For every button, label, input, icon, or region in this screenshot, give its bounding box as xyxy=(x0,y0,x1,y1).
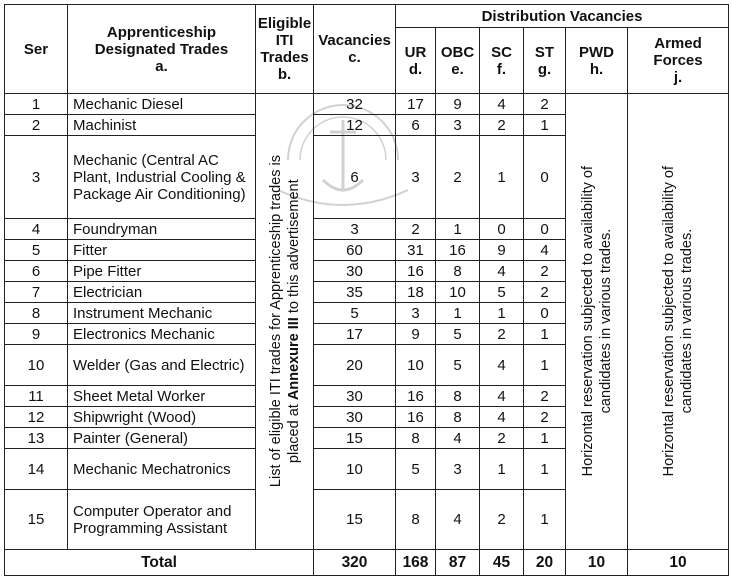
ur-cell: 10 xyxy=(396,345,436,386)
vacancies-cell: 12 xyxy=(314,115,396,136)
ur-cell: 16 xyxy=(396,407,436,428)
ur-cell: 5 xyxy=(396,449,436,490)
sc-cell: 0 xyxy=(480,219,524,240)
ur-cell: 16 xyxy=(396,261,436,282)
header-eligible: Eligible ITI Trades b. xyxy=(256,5,314,94)
trade-cell: Computer Operator and Programming Assistant xyxy=(68,490,256,550)
ser-cell: 12 xyxy=(5,407,68,428)
sc-cell: 4 xyxy=(480,94,524,115)
total-label: Total xyxy=(5,550,314,576)
ur-cell: 3 xyxy=(396,303,436,324)
ur-cell: 3 xyxy=(396,136,436,219)
st-cell: 2 xyxy=(524,94,566,115)
ser-cell: 10 xyxy=(5,345,68,386)
total-ur: 168 xyxy=(396,550,436,576)
ser-cell: 13 xyxy=(5,428,68,449)
obc-cell: 9 xyxy=(436,94,480,115)
sc-cell: 4 xyxy=(480,261,524,282)
obc-cell: 4 xyxy=(436,428,480,449)
vacancies-cell: 30 xyxy=(314,386,396,407)
vacancies-cell: 60 xyxy=(314,240,396,261)
sc-cell: 2 xyxy=(480,115,524,136)
pwd-note: Horizontal reservation subjected to availability of candidates in various trades. xyxy=(566,94,628,550)
obc-cell: 8 xyxy=(436,407,480,428)
vacancies-cell: 6 xyxy=(314,136,396,219)
st-cell: 1 xyxy=(524,324,566,345)
sc-cell: 2 xyxy=(480,324,524,345)
trade-cell: Instrument Mechanic xyxy=(68,303,256,324)
total-pwd: 10 xyxy=(566,550,628,576)
st-cell: 1 xyxy=(524,115,566,136)
obc-cell: 3 xyxy=(436,115,480,136)
ser-cell: 15 xyxy=(5,490,68,550)
sc-cell: 2 xyxy=(480,428,524,449)
obc-cell: 16 xyxy=(436,240,480,261)
ser-cell: 14 xyxy=(5,449,68,490)
sc-cell: 4 xyxy=(480,345,524,386)
obc-cell: 1 xyxy=(436,303,480,324)
sc-cell: 4 xyxy=(480,386,524,407)
ser-cell: 7 xyxy=(5,282,68,303)
obc-cell: 2 xyxy=(436,136,480,219)
trade-cell: Sheet Metal Worker xyxy=(68,386,256,407)
ur-cell: 6 xyxy=(396,115,436,136)
header-pwd: PWD h. xyxy=(566,28,628,94)
obc-cell: 5 xyxy=(436,324,480,345)
obc-cell: 8 xyxy=(436,386,480,407)
st-cell: 1 xyxy=(524,345,566,386)
ur-cell: 9 xyxy=(396,324,436,345)
ur-cell: 18 xyxy=(396,282,436,303)
sc-cell: 1 xyxy=(480,449,524,490)
st-cell: 2 xyxy=(524,407,566,428)
total-row xyxy=(5,550,729,576)
st-cell: 0 xyxy=(524,136,566,219)
obc-cell: 1 xyxy=(436,219,480,240)
trade-cell: Foundryman xyxy=(68,219,256,240)
total-armed-forces: 10 xyxy=(628,550,729,576)
header-st: ST g. xyxy=(524,28,566,94)
trade-cell: Mechanic Mechatronics xyxy=(68,449,256,490)
trade-cell: Fitter xyxy=(68,240,256,261)
st-cell: 2 xyxy=(524,282,566,303)
header-sc: SC f. xyxy=(480,28,524,94)
header-obc: OBC e. xyxy=(436,28,480,94)
ser-cell: 5 xyxy=(5,240,68,261)
total-sc: 45 xyxy=(480,550,524,576)
sc-cell: 2 xyxy=(480,490,524,550)
ser-cell: 2 xyxy=(5,115,68,136)
total-vacancies: 320 xyxy=(314,550,396,576)
header-vacancies: Vacancies c. xyxy=(314,5,396,94)
sc-cell: 1 xyxy=(480,136,524,219)
trade-cell: Shipwright (Wood) xyxy=(68,407,256,428)
trade-cell: Mechanic Diesel xyxy=(68,94,256,115)
ur-cell: 2 xyxy=(396,219,436,240)
st-cell: 0 xyxy=(524,303,566,324)
st-cell: 1 xyxy=(524,449,566,490)
ser-cell: 8 xyxy=(5,303,68,324)
trade-cell: Electronics Mechanic xyxy=(68,324,256,345)
vacancies-cell: 15 xyxy=(314,428,396,449)
header-armed-forces: Armed Forces j. xyxy=(628,28,729,94)
trade-cell: Pipe Fitter xyxy=(68,261,256,282)
vacancies-cell: 10 xyxy=(314,449,396,490)
st-cell: 2 xyxy=(524,261,566,282)
ser-cell: 9 xyxy=(5,324,68,345)
st-cell: 1 xyxy=(524,490,566,550)
vacancies-cell: 15 xyxy=(314,490,396,550)
st-cell: 1 xyxy=(524,428,566,449)
obc-cell: 8 xyxy=(436,261,480,282)
trade-cell: Painter (General) xyxy=(68,428,256,449)
total-st: 20 xyxy=(524,550,566,576)
obc-cell: 3 xyxy=(436,449,480,490)
armed-forces-note: Horizontal reservation subjected to availability of candidates in various trades. xyxy=(628,94,729,550)
sc-cell: 5 xyxy=(480,282,524,303)
total-obc: 87 xyxy=(436,550,480,576)
eligible-trades-note: List of eligible ITI trades for Apprenticeship trades is placed at Annexure III to this advertisement xyxy=(256,94,314,550)
ur-cell: 16 xyxy=(396,386,436,407)
ser-cell: 11 xyxy=(5,386,68,407)
header-trades: Apprenticeship Designated Trades a. xyxy=(68,5,256,94)
vacancies-cell: 32 xyxy=(314,94,396,115)
ser-cell: 4 xyxy=(5,219,68,240)
header-ser: Ser xyxy=(5,5,68,94)
trade-cell: Electrician xyxy=(68,282,256,303)
obc-cell: 4 xyxy=(436,490,480,550)
vacancy-table xyxy=(4,4,729,576)
trade-cell: Mechanic (Central AC Plant, Industrial Cooling & Package Air Conditioning) xyxy=(68,136,256,219)
st-cell: 2 xyxy=(524,386,566,407)
ur-cell: 8 xyxy=(396,490,436,550)
table-row xyxy=(5,94,729,115)
obc-cell: 10 xyxy=(436,282,480,303)
vacancies-cell: 17 xyxy=(314,324,396,345)
vacancies-cell: 30 xyxy=(314,407,396,428)
sc-cell: 4 xyxy=(480,407,524,428)
vacancies-cell: 30 xyxy=(314,261,396,282)
ser-cell: 1 xyxy=(5,94,68,115)
header-ur: UR d. xyxy=(396,28,436,94)
trade-cell: Machinist xyxy=(68,115,256,136)
vacancies-cell: 5 xyxy=(314,303,396,324)
trade-cell: Welder (Gas and Electric) xyxy=(68,345,256,386)
ser-cell: 6 xyxy=(5,261,68,282)
vacancies-cell: 35 xyxy=(314,282,396,303)
ur-cell: 31 xyxy=(396,240,436,261)
ur-cell: 8 xyxy=(396,428,436,449)
vacancies-cell: 3 xyxy=(314,219,396,240)
sc-cell: 1 xyxy=(480,303,524,324)
st-cell: 4 xyxy=(524,240,566,261)
ser-cell: 3 xyxy=(5,136,68,219)
obc-cell: 5 xyxy=(436,345,480,386)
ur-cell: 17 xyxy=(396,94,436,115)
st-cell: 0 xyxy=(524,219,566,240)
sc-cell: 9 xyxy=(480,240,524,261)
vacancies-cell: 20 xyxy=(314,345,396,386)
header-distribution: Distribution Vacancies xyxy=(396,5,729,28)
